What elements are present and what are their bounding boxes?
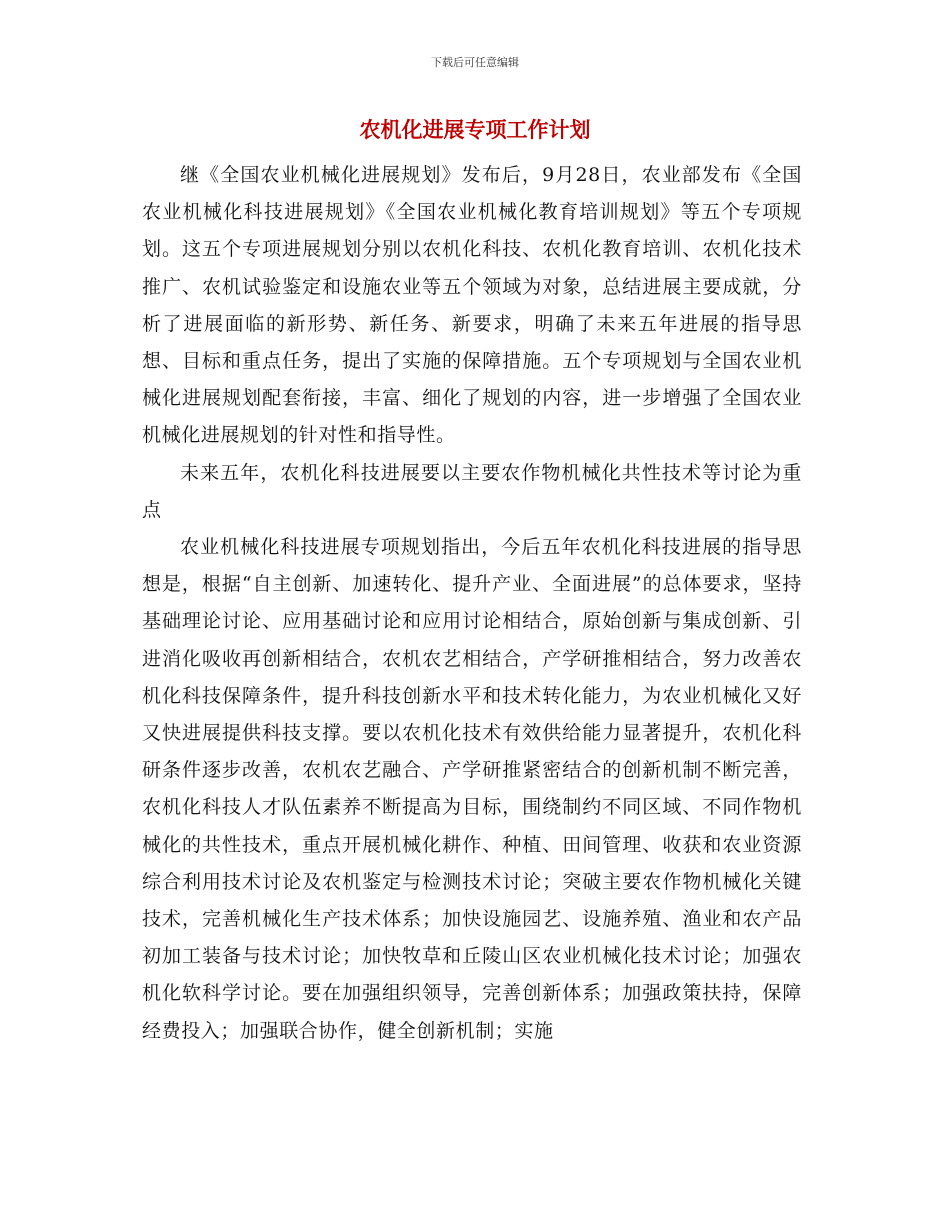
paragraph-intro: 继《全国农业机械化进展规划》发布后，9月28日，农业部发布《全国农业机械化科技进展规划》《全国农业机械化教育培训规划》等五个专项规划。这五个专项进展规划分别以农机化科技、农机化教育培训、农机化技术推广、农机试验鉴定和设施农业等五个领域为对象，总结进展主要成就，分析了进展面临的新形势、新任务、新要求，明确了未来五年进展的指导思想、目标和重点任务，提出了实施的保障措施。五个专项规划与全国农业机械化进展规划配套衔接，丰富、细化了规划的内容，进一步增强了全国农业机械化进展规划的针对性和指导性。 [142,164,802,447]
document-title: 农机化进展专项工作计划 [359,118,591,142]
page-header-note: 下载后可任意编辑 [431,56,519,69]
document-body [142,157,802,1050]
paragraph-tech-plan: 农业机械化科技进展专项规划指出，今后五年农机化科技进展的指导思想是，根据“自主创新、加速转化、提升产业、全面进展”的总体要求，坚持基础理论讨论、应用基础讨论和应用讨论相结合，原始创新与集成创新、引进消化吸收再创新相结合，农机农艺相结合，产学研推相结合，努力改善农机化科技保障条件，提升科技创新水平和技术转化能力，为农业机械化又好又快进展提供科技支撑。要以农机化技术有效供给能力显著提升，农机化科研条件逐步改善，农机农艺融合、产学研推紧密结合的创新机制不断完善，农机化科技人才队伍素养不断提高为目标，围绕制约不同区域、不同作物机械化的共性技术，重点开展机械化耕作、种植、田间管理、收获和农业资源综合利用技术讨论及农机鉴定与检测技术讨论；突破主要农作物机械化关键技术，完善机械化生产技术体系；加快设施园艺、设施养殖、渔业和农产品初加工装备与技术讨论；加快牧草和丘陵山区农业机械化技术讨论；加强农机化软科学讨论。要在加强组织领导，完善创新体系；加强政策扶持，保障经费投入；加强联合协作，健全创新机制；实施 [142,536,802,1042]
paragraph-subheading: 未来五年，农机化科技进展要以主要农作物机械化共性技术等讨论为重点 [142,461,802,521]
